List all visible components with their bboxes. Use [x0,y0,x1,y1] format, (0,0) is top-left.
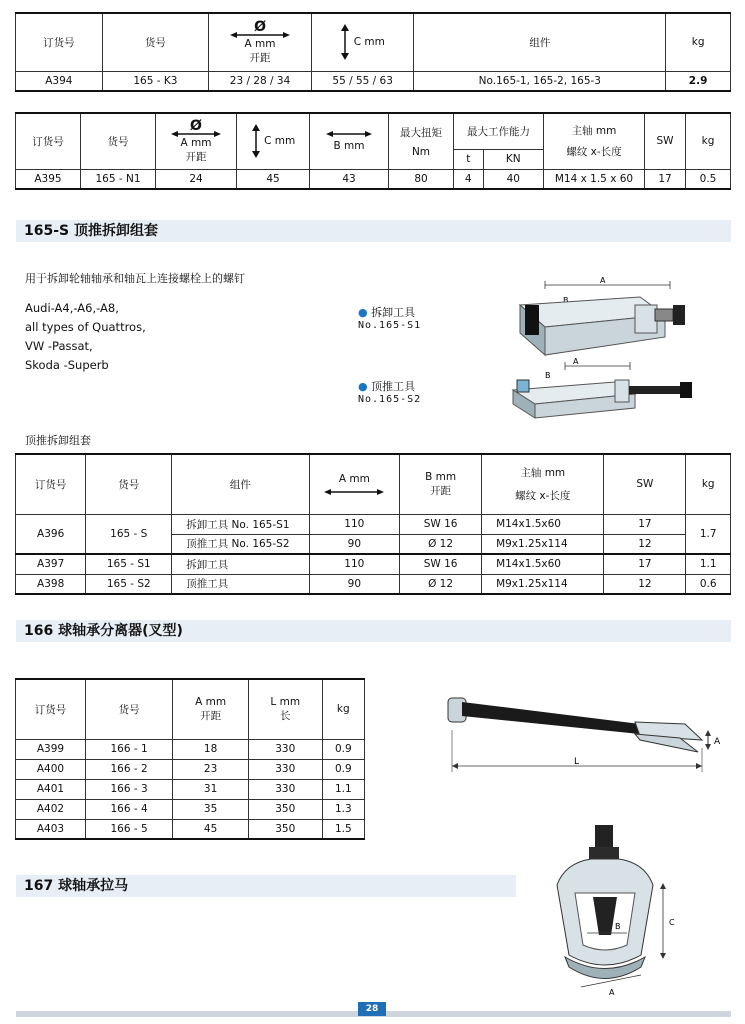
cell: 31 [173,779,249,799]
col-components: 组件 [172,454,309,514]
table-row [16,819,365,839]
section-description: 用于拆卸轮轴轴承和轴瓦上连接螺栓上的螺钉 [25,272,245,285]
cell: A399 [16,739,86,759]
pusher-tool-illustration [505,358,705,428]
cell: A397 [16,554,86,574]
table-header-row [16,113,731,149]
section-title-167: 167 球轴承拉马 [16,875,516,897]
cell: Ø 12 [400,534,482,554]
cell: 顶推工具 [172,574,309,594]
cell: 35 [173,799,249,819]
table-row [16,554,731,574]
cell: A403 [16,819,86,839]
col-a [156,113,237,169]
l-mm-label: L mm [270,695,301,708]
cell: A396 [16,514,86,554]
fig-label-b: B [563,296,569,305]
cell: Ø 12 [400,574,482,594]
cell: 24 [156,169,237,189]
col-cap-kn: KN [483,149,543,169]
cell: 12 [604,574,686,594]
col-b [400,454,482,514]
cell: 12 [604,534,686,554]
fig-label-b: B [545,371,551,380]
fig-label-c: C [669,918,675,927]
car-item: VW -Passat, [25,339,93,353]
table-header-row [16,13,731,71]
cell: 166 - 1 [85,739,172,759]
col-kg: kg [322,679,364,739]
cell: 17 [604,554,686,574]
cell: 90 [309,574,400,594]
cell: 17 [604,514,686,534]
bullet-dot-icon: ● [358,306,368,319]
cell: 0.9 [322,739,364,759]
cell: 1.3 [322,799,364,819]
tool1-caption [358,304,421,331]
cell: 350 [248,799,322,819]
cell: 166 - 3 [85,779,172,799]
cell: 166 - 2 [85,759,172,779]
cell: 18 [173,739,249,759]
spindle-sub-label: 螺纹 x-长度 [566,146,622,159]
fig-label-a: A [600,276,606,285]
cell: 165 - S [86,514,172,554]
double-arrow-icon [326,131,372,137]
cell: 165 - K3 [102,71,209,91]
col-kg: kg [666,13,731,71]
torque-label: 最大扭矩 [400,126,442,139]
table-row [16,514,731,534]
bullet-dot-icon: ● [358,380,368,393]
cell: 330 [248,779,322,799]
section-title-165s: 165-S 顶推拆卸组套 [16,220,731,242]
b-mm-label: B mm [333,139,365,152]
cell: A398 [16,574,86,594]
table-row [16,779,365,799]
cell: 330 [248,759,322,779]
tool2-caption [358,378,421,405]
a-mm-label: A mm [195,695,227,708]
cell: 40 [483,169,543,189]
b-sub-label: 开距 [430,484,452,497]
cell: 55 / 55 / 63 [311,71,414,91]
cell: 166 - 4 [85,799,172,819]
cell: M9x1.25x114 [482,534,604,554]
spindle-label: 主轴 mm [520,467,566,480]
cell: SW 16 [400,514,482,534]
a-mm-label: A mm [180,136,212,149]
page-number: 28 [358,1002,386,1016]
tool2-name: 顶推工具 [371,380,416,393]
torque-unit: Nm [411,145,431,158]
cell: 0.9 [322,759,364,779]
double-arrow-icon [171,133,221,137]
cell: 23 [173,759,249,779]
cell: M14x1.5x60 [482,554,604,574]
car-item: Skoda -Superb [25,358,109,372]
cell: 2.9 [666,71,731,91]
diameter-symbol: Ø [254,18,266,35]
cell: 23 / 28 / 34 [209,71,312,91]
col-c [311,13,414,71]
col-sw: SW [645,113,686,169]
car-item: all types of Quattros, [25,320,146,334]
col-item: 货号 [102,13,209,71]
car-list [25,299,146,375]
car-item: Audi-A4,-A6,-A8, [25,301,119,315]
col-kg: kg [686,113,731,169]
table-a394 [15,12,731,92]
l-sub-label: 长 [279,709,291,722]
table-row [16,799,365,819]
col-a [173,679,249,739]
cell: 43 [310,169,389,189]
c-mm-label: C mm [353,36,385,49]
spindle-label: 主轴 mm [571,125,617,138]
cell: 1.7 [686,514,731,554]
table-row [16,759,365,779]
table-row [16,739,365,759]
set-label: 顶推拆卸组套 [25,434,91,447]
col-l [248,679,322,739]
cell: 17 [645,169,686,189]
table-header-row [16,679,365,739]
col-kg: kg [686,454,731,514]
tool2-code: No.165-S2 [358,394,422,405]
a-sub-label: 开距 [249,51,271,64]
cell: 1.1 [686,554,731,574]
col-item: 货号 [85,679,172,739]
col-a [309,454,400,514]
cell: 165 - N1 [81,169,156,189]
double-arrow-icon [324,489,384,495]
cell: 0.6 [686,574,731,594]
cell: 拆卸工具 [172,554,309,574]
col-order: 订货号 [16,454,86,514]
tool1-code: No.165-S1 [358,320,422,331]
c-mm-label: C mm [264,135,296,148]
fig-label-l: L [574,757,580,767]
cell: M14x1.5x60 [482,514,604,534]
table-165s [15,453,731,595]
cell: A401 [16,779,86,799]
col-spindle [482,454,604,514]
cell: 45 [237,169,310,189]
cell: 330 [248,739,322,759]
col-order: 订货号 [16,679,86,739]
fig-label-a: A [573,357,579,366]
spindle-sub-label: 螺纹 x-长度 [515,490,571,503]
a-sub-label: 开距 [185,150,207,163]
col-item: 货号 [81,113,156,169]
cell: M9x1.25x114 [482,574,604,594]
cell: 1.1 [322,779,364,799]
cell: 4 [454,169,484,189]
col-b [310,113,389,169]
col-sw: SW [604,454,686,514]
a-sub-label: 开距 [200,709,222,722]
table-a395 [15,112,731,190]
tool1-name: 拆卸工具 [371,306,416,319]
ball-joint-puller-illustration [545,825,695,1000]
col-spindle [544,113,645,169]
col-capacity: 最大工作能力 [454,113,544,149]
cell: A400 [16,759,86,779]
col-order: 订货号 [16,13,103,71]
double-arrow-icon [230,34,290,38]
cell: 顶推工具 No. 165-S2 [172,534,309,554]
cell: M14 x 1.5 x 60 [544,169,645,189]
fig-label-b: B [615,922,621,931]
cell: A395 [16,169,81,189]
col-components: 组件 [414,13,666,71]
section-title-166: 166 球轴承分离器(叉型) [16,620,731,642]
cell: 166 - 5 [85,819,172,839]
cell: 350 [248,819,322,839]
cell: 110 [309,514,400,534]
cell: A402 [16,799,86,819]
b-mm-label: B mm [425,470,457,483]
fig-label-a: A [714,737,721,747]
cell: 45 [173,819,249,839]
col-c [237,113,310,169]
fig-label-a: A [609,988,615,997]
table-row [16,574,731,594]
cell: 165 - S2 [86,574,172,594]
col-a [209,13,312,71]
cell: 90 [309,534,400,554]
cell: 165 - S1 [86,554,172,574]
col-item: 货号 [86,454,172,514]
vertical-arrow-icon [340,24,350,60]
cell: 0.5 [686,169,731,189]
col-torque [389,113,454,169]
table-row [16,169,731,189]
fork-separator-illustration [440,690,730,780]
col-order: 订货号 [16,113,81,169]
a-mm-label: A mm [244,37,276,50]
table-header-row [16,454,731,514]
table-row [16,71,731,91]
puller-tool-illustration [505,275,705,365]
table-166 [15,678,365,840]
cell: 1.5 [322,819,364,839]
diameter-symbol: Ø [190,117,202,134]
cell: A394 [16,71,103,91]
cell: SW 16 [400,554,482,574]
cell: 拆卸工具 No. 165-S1 [172,514,309,534]
a-mm-label: A mm [338,473,370,486]
cell: No.165-1, 165-2, 165-3 [414,71,666,91]
cell: 80 [389,169,454,189]
col-cap-t: t [454,149,484,169]
vertical-arrow-icon [251,124,261,158]
cell: 110 [309,554,400,574]
